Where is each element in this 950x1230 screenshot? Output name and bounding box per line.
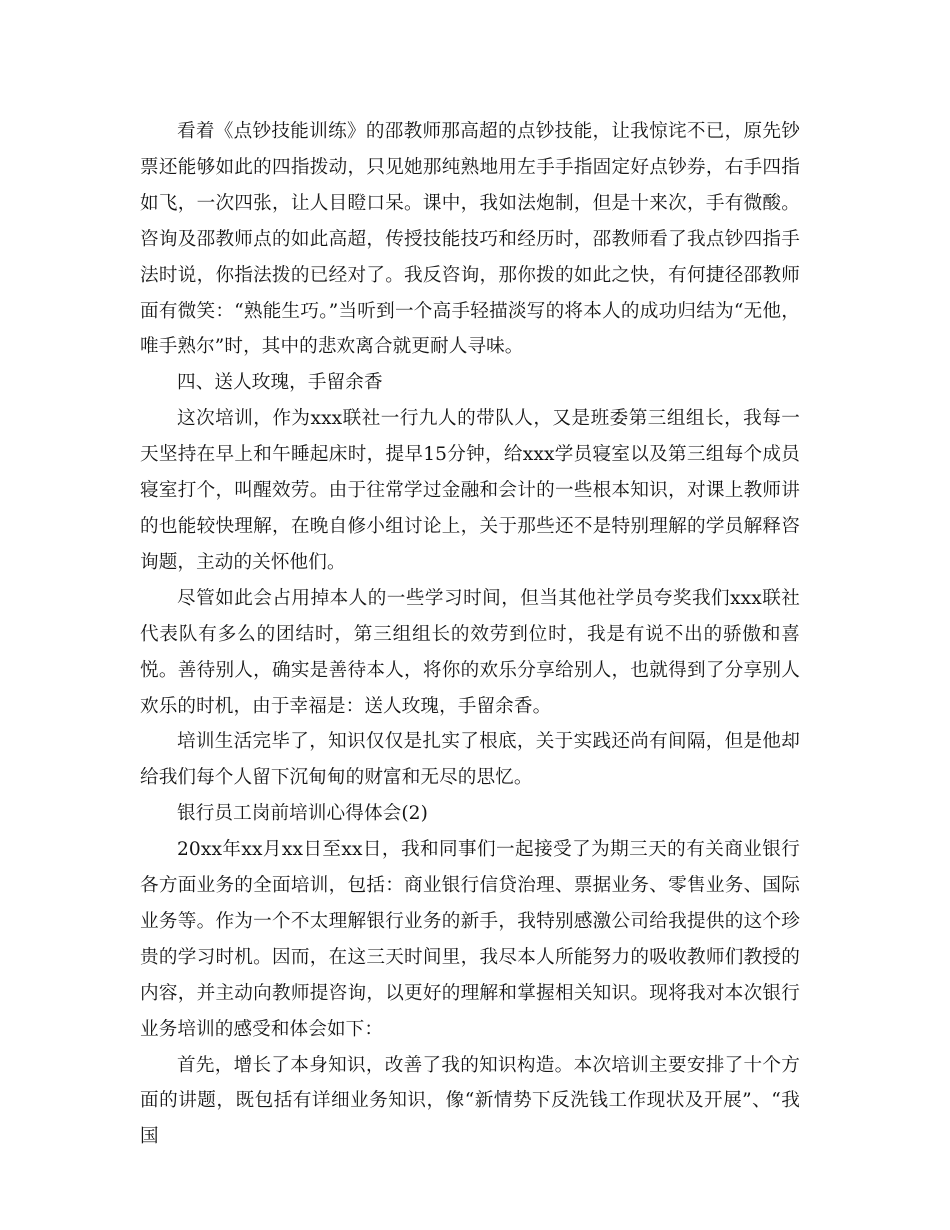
paragraph-training-end: 培训生活完毕了，知识仅仅是扎实了根底，关于实践还尚有间隔，但是他却给我们每个人留下沉甸甸的财富和无尽的思忆。 bbox=[140, 731, 800, 789]
paragraph-knowledge-growth: 首先，增长了本身知识，改善了我的知识构造。本次培训主要安排了十个方面的讲题，既包括有详细业务知识，像“新情势下反洗钱工作现状及开展”、“我国 bbox=[140, 1054, 800, 1148]
paragraph-team-spirit: 尽管如此会占用掉本人的一些学习时间，但当其他社学员夸奖我们xxx联社代表队有多么的团结时，第三组组长的效劳到位时，我是有说不出的骄傲和喜悦。善待别人，确实是善待本人，将你的欢乐分享给别人，也就得到了分享别人欢乐的时机，由于幸福是：送人玫瑰，手留余香。 bbox=[140, 587, 800, 717]
paragraph-dianchao: 看着《点钞技能训练》的邵教师那高超的点钞技能，让我惊诧不已，原先钞票还能够如此的四指拨动，只见她那纯熟地用左手手指固定好点钞券，右手四指如飞，一次四张，让人目瞪口呆。课中，我如法炮制，但是十来次，手有微酸。咨询及邵教师点的如此高超，传授技能技巧和经历时，邵教师看了我点钞四指手法时说，你指法拨的已经对了。我反咨询，那你拨的如此之快，有何捷径邵教师面有微笑：“熟能生巧。”当听到一个高手轻描淡写的将本人的成功归结为“无他，唯手熟尔”时，其中的悲欢离合就更耐人寻味。 bbox=[140, 121, 800, 358]
paragraph-training-intro: 20xx年xx月xx日至xx日，我和同事们一起接受了为期三天的有关商业银行各方面业务的全面培训，包括：商业银行信贷治理、票据业务、零售业务、国际业务等。作为一个不太理解银行业务的新手，我特别感激公司给我提供的这个珍贵的学习时机。因而，在这三天时间里，我尽本人所能努力的吸收教师们教授的内容，并主动向教师提咨询，以更好的理解和掌握相关知识。现将我对本次银行业务培训的感受和体会如下： bbox=[140, 839, 800, 1040]
article-title-2: 银行员工岗前培训心得体会(2) bbox=[177, 803, 428, 825]
paragraph-training-leader: 这次培训，作为xxx联社一行九人的带队人，又是班委第三组组长，我每一天坚持在早上和午睡起床时，提早15分钟，给xxx学员寝室以及第三组每个成员寝室打个，叫醒效劳。由于往常学过金融和会计的一些根本知识，对课上教师讲的也能较快理解，在晚自修小组讨论上，关于那些还不是特别理解的学员解释咨询题，主动的关怀他们。 bbox=[140, 408, 800, 573]
section-heading-four: 四、送人玫瑰，手留余香 bbox=[177, 372, 383, 394]
document-body bbox=[140, 114, 800, 1155]
